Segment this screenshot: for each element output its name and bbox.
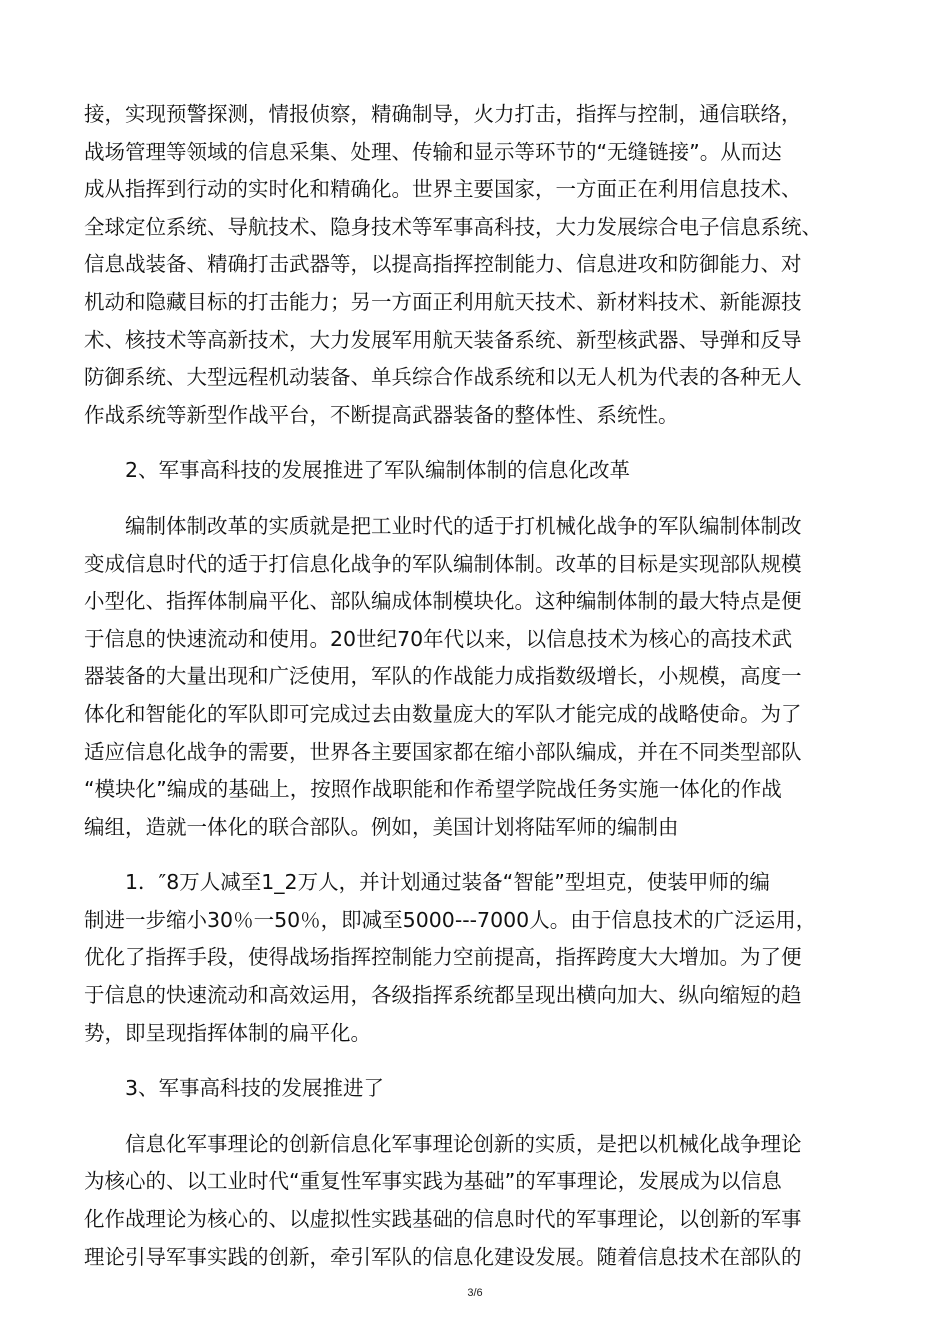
text-line: 变成信息时代的适于打信息化战争的军队编制体制。改革的目标是实现部队规模	[84, 551, 802, 576]
text-line: 编制体制改革的实质就是把工业时代的适于打机械化战争的军队编制体制改	[84, 513, 802, 538]
text-line: “模块化”编成的基础上，按照作战职能和作希望学院战任务实施一体化的作战	[84, 777, 782, 802]
text-line: 制进一步缩小30％一50％，即减至5000---7000人。由于信息技术的广泛运用，	[84, 907, 817, 932]
paragraph-gap	[84, 490, 869, 508]
text-line: 理论引导军事实践的创新，牵引军队的信息化建设发展。随着信息技术在部队的	[84, 1244, 802, 1269]
text-line: 优化了指挥手段，使得战场指挥控制能力空前提高，指挥跨度大大增加。为了便	[84, 945, 802, 970]
text-line: 战场管理等领域的信息采集、处理、传输和显示等环节的“无缝链接”。从而达	[84, 139, 782, 164]
text-line: 信息化军事理论的创新信息化军事理论创新的实质，是把以机械化战争理论	[84, 1131, 802, 1156]
text-line: 适应信息化战争的需要，世界各主要国家都在缩小部队编成，并在不同类型部队	[84, 739, 802, 764]
paragraph-gap	[84, 846, 869, 864]
text-line: 于信息的快速流动和高效运用，各级指挥系统都呈现出横向加大、纵向缩短的趋	[84, 983, 802, 1008]
text-line: 编组，造就一体化的联合部队。例如，美国计划将陆军师的编制由	[84, 814, 679, 839]
paragraph	[84, 96, 869, 434]
paragraph	[84, 508, 869, 846]
paragraph	[84, 1070, 869, 1108]
paragraph	[84, 452, 869, 490]
text-line: 1．″8万人减至1_2万人，并计划通过装备“智能”型坦克，使装甲师的编	[84, 870, 770, 895]
text-line: 2、军事高科技的发展推进了军队编制体制的信息化改革	[84, 458, 631, 483]
text-line: 体化和智能化的军队即可完成过去由数量庞大的军队才能完成的战略使命。为了	[84, 701, 802, 726]
text-line: 机动和隐藏目标的打击能力；另一方面正利用航天技术、新材料技术、新能源技	[84, 289, 802, 314]
text-line: 3、军事高科技的发展推进了	[84, 1076, 385, 1101]
text-line: 信息战装备、精确打击武器等，以提高指挥控制能力、信息进攻和防御能力、对	[84, 252, 802, 277]
text-line: 为核心的、以工业时代“重复性军事实践为基础”的军事理论，发展成为以信息	[84, 1169, 782, 1194]
text-line: 化作战理论为核心的、以虚拟性实践基础的信息时代的军事理论，以创新的军事	[84, 1207, 802, 1232]
text-line: 小型化、指挥体制扁平化、部队编成体制模块化。这种编制体制的最大特点是便	[84, 589, 802, 614]
paragraph	[84, 1126, 869, 1276]
text-line: 势，即呈现指挥体制的扁平化。	[84, 1020, 371, 1045]
text-line: 接，实现预警探测，情报侦察，精确制导，火力打击，指挥与控制，通信联络，	[84, 102, 802, 126]
paragraph-gap	[84, 1108, 869, 1126]
document-body	[84, 96, 869, 1276]
text-line: 于信息的快速流动和使用。20世纪70年代以来，以信息技术为核心的高技术武	[84, 626, 793, 651]
text-line: 术、核技术等高新技术，大力发展军用航天装备系统、新型核武器、导弹和反导	[84, 327, 802, 352]
text-line: 成从指挥到行动的实时化和精确化。世界主要国家，一方面正在利用信息技术、	[84, 177, 802, 202]
text-line: 全球定位系统、导航技术、隐身技术等军事高科技，大力发展综合电子信息系统、	[84, 214, 822, 239]
text-line: 器装备的大量出现和广泛使用，军队的作战能力成指数级增长，小规模，高度一	[84, 664, 802, 689]
paragraph-gap	[84, 434, 869, 452]
paragraph	[84, 864, 869, 1052]
page-number: 3/6	[467, 1287, 483, 1299]
text-line: 作战系统等新型作战平台，不断提高武器装备的整体性、系统性。	[84, 402, 679, 427]
text-line: 防御系统、大型远程机动装备、单兵综合作战系统和以无人机为代表的各种无人	[84, 365, 802, 390]
paragraph-gap	[84, 1052, 869, 1070]
